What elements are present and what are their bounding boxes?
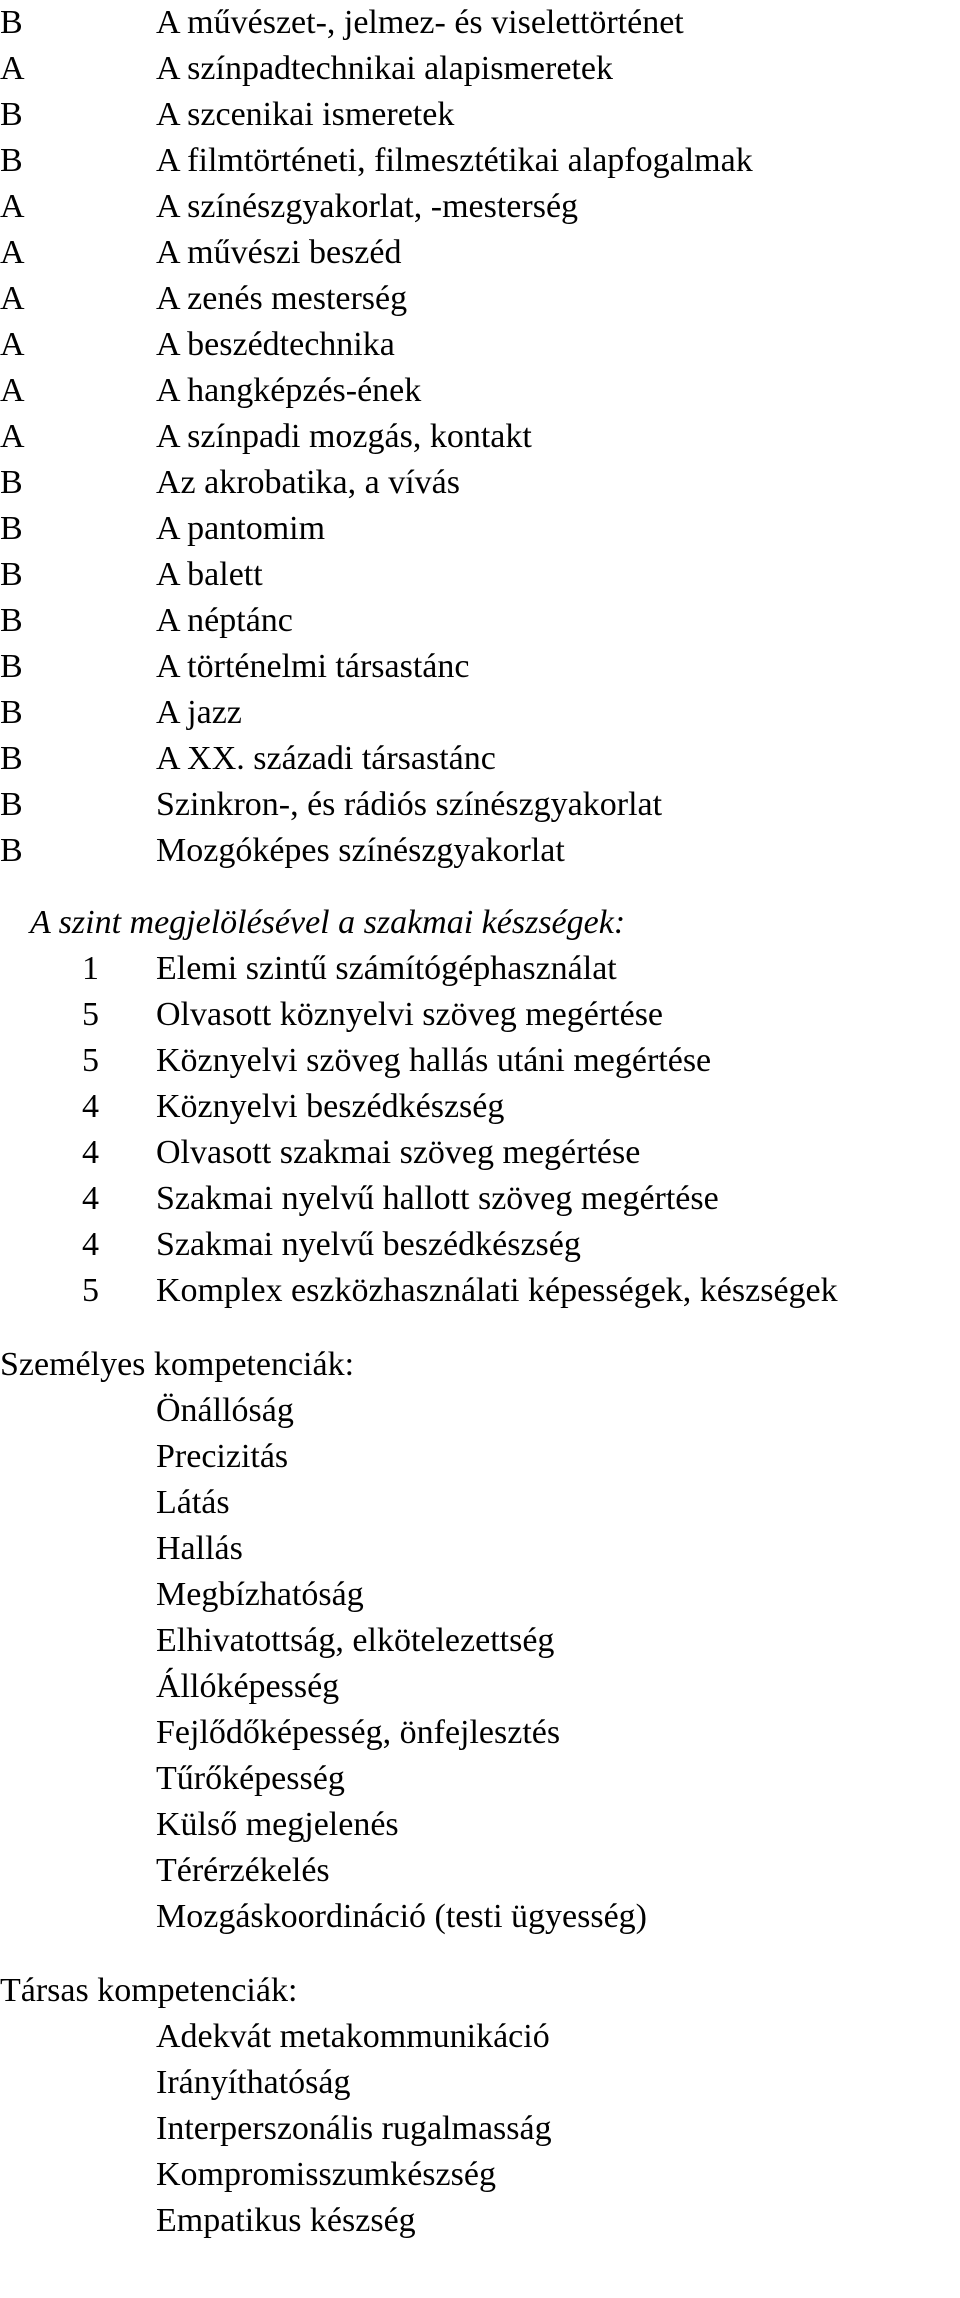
skill-item [0, 1038, 960, 1084]
knowledge-item [0, 552, 960, 598]
personal-competency-item: Mozgáskoordináció (testi ügyesség) [156, 1898, 647, 1935]
skill-item-text: Komplex eszközhasználati képességek, készségek [156, 1272, 838, 1309]
knowledge-item [0, 322, 960, 368]
personal-competency-item: Térérzékelés [156, 1852, 330, 1889]
personal-competency-item: Fejlődőképesség, önfejlesztés [156, 1714, 561, 1751]
knowledge-item-text: A jazz [156, 694, 242, 731]
knowledge-item-text: A hangképzés-ének [156, 372, 422, 409]
knowledge-level-code: A [0, 280, 25, 317]
skill-level: 4 [82, 1088, 99, 1125]
knowledge-item-text: A művészet-, jelmez- és viselettörténet [156, 4, 684, 41]
knowledge-level-code: B [0, 510, 23, 547]
knowledge-level-code: B [0, 694, 23, 731]
skill-item [0, 1130, 960, 1176]
social-competency-item: Empatikus készség [156, 2202, 416, 2239]
skill-item [0, 1084, 960, 1130]
knowledge-item [0, 230, 960, 276]
skill-item-text: Szakmai nyelvű beszédkészség [156, 1226, 581, 1263]
knowledge-item [0, 138, 960, 184]
knowledge-item-text: A történelmi társastánc [156, 648, 470, 685]
personal-competencies-heading: Személyes kompetenciák: [0, 1346, 355, 1383]
knowledge-item [0, 690, 960, 736]
knowledge-item-text: Az akrobatika, a vívás [156, 464, 460, 501]
knowledge-item [0, 828, 960, 874]
knowledge-item [0, 0, 960, 46]
personal-competency-item: Hallás [156, 1530, 243, 1567]
knowledge-level-code: A [0, 418, 25, 455]
skill-item-text: Köznyelvi szöveg hallás utáni megértése [156, 1042, 712, 1079]
knowledge-level-code: B [0, 142, 23, 179]
knowledge-level-code: B [0, 740, 23, 777]
knowledge-item [0, 92, 960, 138]
knowledge-item [0, 368, 960, 414]
knowledge-item-text: A néptánc [156, 602, 293, 639]
skill-item-text: Olvasott köznyelvi szöveg megértése [156, 996, 664, 1033]
knowledge-level-code: B [0, 648, 23, 685]
knowledge-level-code: B [0, 832, 23, 869]
knowledge-item [0, 460, 960, 506]
knowledge-item [0, 414, 960, 460]
skill-level: 4 [82, 1180, 99, 1217]
knowledge-level-code: B [0, 464, 23, 501]
knowledge-level-code: B [0, 786, 23, 823]
skill-level: 1 [82, 950, 99, 987]
knowledge-list [0, 0, 960, 874]
knowledge-item [0, 736, 960, 782]
social-competency-item: Adekvát metakommunikáció [156, 2018, 550, 2055]
social-competencies-heading: Társas kompetenciák: [0, 1972, 298, 2009]
personal-competency-item: Tűrőképesség [156, 1760, 345, 1797]
knowledge-item-text: A színpadi mozgás, kontakt [156, 418, 532, 455]
skill-item-text: Szakmai nyelvű hallott szöveg megértése [156, 1180, 719, 1217]
knowledge-level-code: B [0, 4, 23, 41]
skill-item-text: Olvasott szakmai szöveg megértése [156, 1134, 641, 1171]
personal-competency-item: Elhivatottság, elkötelezettség [156, 1622, 555, 1659]
knowledge-level-code: A [0, 326, 25, 363]
skill-item [0, 1176, 960, 1222]
skill-item [0, 946, 960, 992]
social-competencies-list [0, 2014, 960, 2244]
skill-item [0, 1222, 960, 1268]
knowledge-level-code: A [0, 188, 25, 225]
skill-level: 5 [82, 1042, 99, 1079]
knowledge-item [0, 598, 960, 644]
knowledge-item-text: A balett [156, 556, 263, 593]
knowledge-item-text: A beszédtechnika [156, 326, 395, 363]
knowledge-item [0, 184, 960, 230]
knowledge-item-text: Mozgóképes színészgyakorlat [156, 832, 565, 869]
personal-competency-item: Önállóság [156, 1392, 294, 1429]
personal-competency-item: Állóképesség [156, 1668, 340, 1705]
skill-item-text: Elemi szintű számítógéphasználat [156, 950, 617, 987]
skill-level: 4 [82, 1134, 99, 1171]
knowledge-item-text: A pantomim [156, 510, 326, 547]
skills-heading: A szint megjelölésével a szakmai készségek: [30, 904, 626, 941]
knowledge-level-code: A [0, 234, 25, 271]
skills-list [0, 946, 960, 1314]
knowledge-item [0, 46, 960, 92]
skill-level: 4 [82, 1226, 99, 1263]
knowledge-item [0, 644, 960, 690]
knowledge-level-code: A [0, 50, 25, 87]
knowledge-item [0, 506, 960, 552]
social-competency-item: Kompromisszumkészség [156, 2156, 496, 2193]
knowledge-item-text: A filmtörténeti, filmesztétikai alapfogalmak [156, 142, 753, 179]
skill-item [0, 1268, 960, 1314]
spacer [0, 874, 960, 900]
knowledge-item-text: A művészi beszéd [156, 234, 402, 271]
spacer [0, 1940, 960, 1968]
personal-competency-item: Precizitás [156, 1438, 289, 1475]
social-competency-item: Irányíthatóság [156, 2064, 351, 2101]
skill-item [0, 992, 960, 1038]
knowledge-item-text: A színészgyakorlat, -mesterség [156, 188, 579, 225]
personal-competency-item: Megbízhatóság [156, 1576, 364, 1613]
spacer [0, 1314, 960, 1342]
knowledge-item-text: A színpadtechnikai alapismeretek [156, 50, 613, 87]
skill-level: 5 [82, 1272, 99, 1309]
knowledge-item-text: Szinkron-, és rádiós színészgyakorlat [156, 786, 663, 823]
knowledge-level-code: B [0, 96, 23, 133]
skill-level: 5 [82, 996, 99, 1033]
knowledge-level-code: B [0, 602, 23, 639]
knowledge-item-text: A zenés mesterség [156, 280, 408, 317]
skill-item-text: Köznyelvi beszédkészség [156, 1088, 505, 1125]
knowledge-item [0, 782, 960, 828]
knowledge-item-text: A szcenikai ismeretek [156, 96, 455, 133]
knowledge-item [0, 276, 960, 322]
personal-competency-item: Külső megjelenés [156, 1806, 399, 1843]
knowledge-level-code: A [0, 372, 25, 409]
social-competency-item: Interperszonális rugalmasság [156, 2110, 552, 2147]
knowledge-level-code: B [0, 556, 23, 593]
knowledge-item-text: A XX. századi társastánc [156, 740, 496, 777]
personal-competencies-list [0, 1388, 960, 1940]
personal-competency-item: Látás [156, 1484, 230, 1521]
